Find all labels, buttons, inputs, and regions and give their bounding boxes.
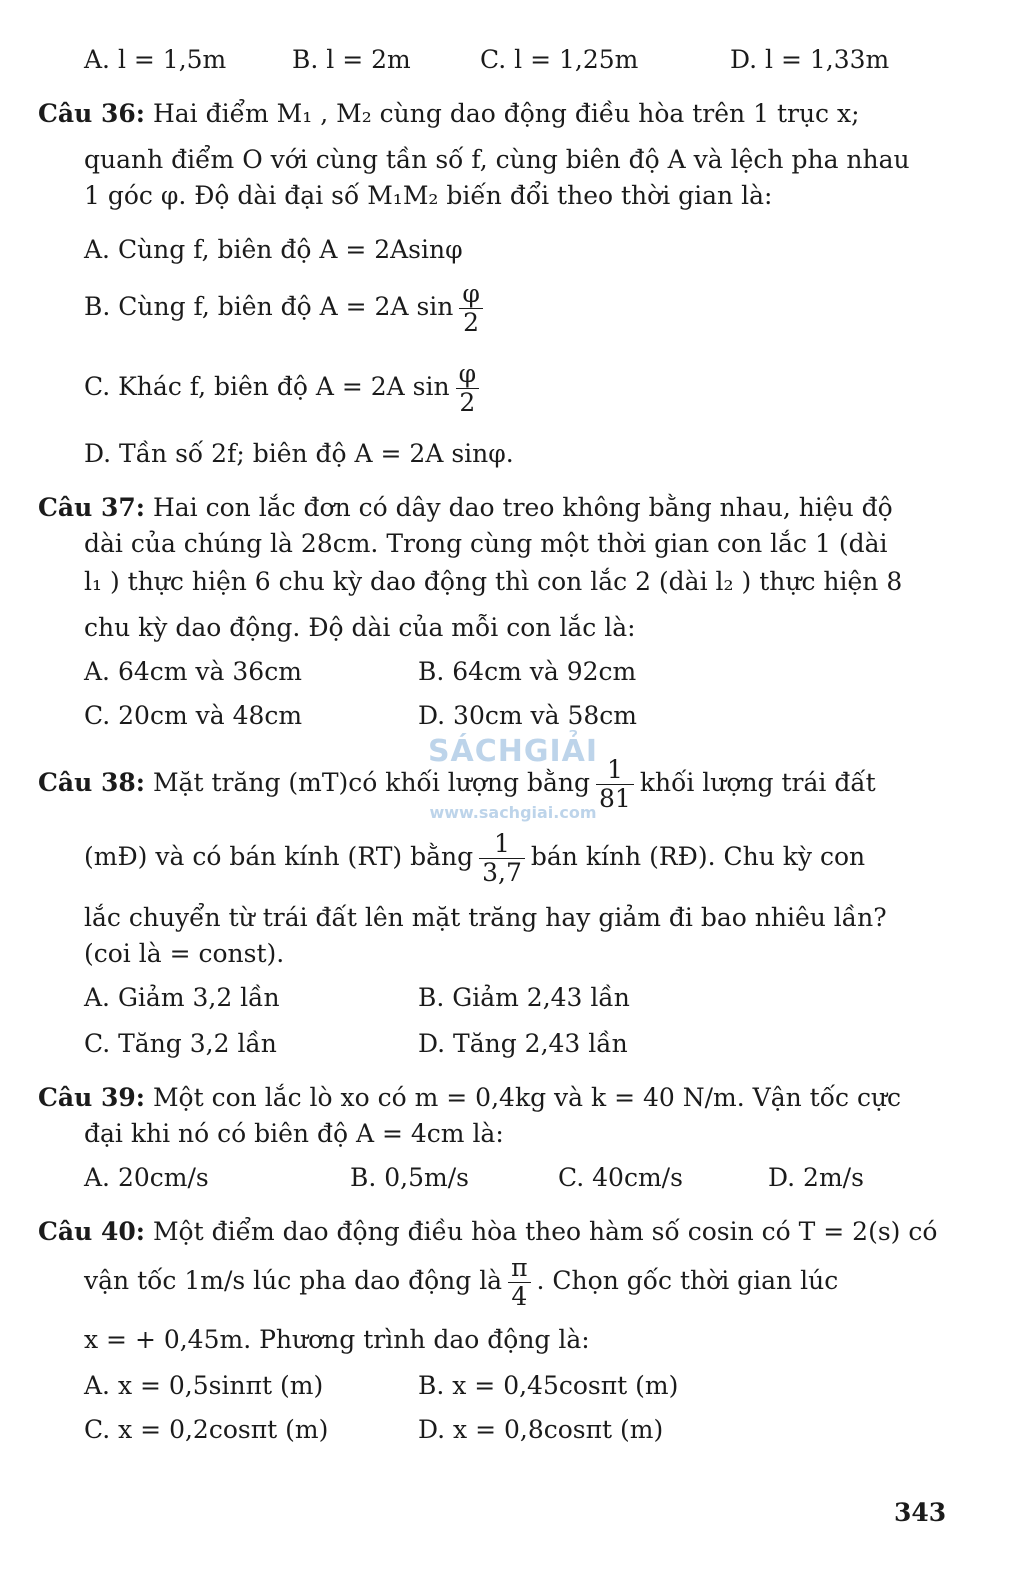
watermark [408,734,618,834]
fraction-numerator: 1 [596,756,634,785]
q40-line-1 [38,1214,940,1250]
q36-text-1: Hai điểm M₁ , M₂ cùng dao động điều hòa trên 1 trục x; [152,99,860,128]
q38-text-4: (coi là = const). [84,939,285,968]
fraction-denominator: 2 [459,388,476,417]
q39-label: Câu 39: [38,1083,145,1112]
q37-label: Câu 37: [38,493,145,522]
q35-option-c: C. l = 1,25m [480,45,639,74]
q35-option-b: B. l = 2m [292,45,411,74]
q38-option-d: D. Tăng 2,43 lần [418,1029,628,1058]
fraction-denominator: 2 [463,308,480,337]
q39-option-c: C. 40cm/s [558,1163,683,1192]
q40-option-c: C. x = 0,2cosπt (m) [84,1415,329,1444]
q40-option-b: B. x = 0,45cosπt (m) [418,1371,679,1400]
phi-over-2-fraction [459,280,483,337]
watermark-logo: SÁCHGIẢI [427,734,599,769]
q36-option-b [84,280,489,337]
q38-text-3: lắc chuyển từ trái đất lên mặt trăng hay giảm đi bao nhiêu lần? [84,903,887,932]
q36-label: Câu 36: [38,99,145,128]
q38-text-1b: khối lượng trái đất [639,768,876,797]
q36-option-a: A. Cùng f, biên độ A = 2Asinφ [84,235,463,264]
pi-over-4-fraction [508,1254,530,1311]
q35-option-a: A. l = 1,5m [84,45,227,74]
q36-option-b-text: B. Cùng f, biên độ A = 2A sin [84,292,454,321]
q37-option-b: B. 64cm và 92cm [418,657,637,686]
q40-option-d: D. x = 0,8cosπt (m) [418,1415,664,1444]
fraction-denominator: 4 [511,1282,528,1311]
q37-option-d: D. 30cm và 58cm [418,701,638,730]
q38-option-b: B. Giảm 2,43 lần [418,983,630,1012]
q38-text-2b: bán kính (RĐ). Chu kỳ con [530,842,866,871]
q35-option-d: D. l = 1,33m [730,45,890,74]
q37-text-4: chu kỳ dao động. Độ dài của mỗi con lắc là: [84,613,636,642]
q40-line-2 [84,1254,940,1311]
q36-option-d: D. Tần số 2f; biên độ A = 2A sinφ. [84,439,514,468]
fraction-denominator: 81 [599,784,631,813]
q40-text-3: x = + 0,45m. Phương trình dao động là: [84,1325,590,1354]
q36-option-c-text: C. Khác f, biên độ A = 2A sin [84,372,450,401]
q37-text-1: Hai con lắc đơn có dây dao treo không bằng nhau, hiệu độ [152,493,893,522]
one-over-3-7-fraction [479,830,525,887]
q38-line-2 [84,830,940,887]
q40-label: Câu 40: [38,1217,145,1246]
q36-line-1 [38,96,940,132]
q36-option-c [84,360,485,417]
q39-text-1: Một con lắc lò xo có m = 0,4kg và k = 40 N/m. Vận tốc cực [152,1083,902,1112]
q40-option-a: A. x = 0,5sinπt (m) [84,1371,324,1400]
q38-option-c: C. Tăng 3,2 lần [84,1029,277,1058]
q39-option-d: D. 2m/s [768,1163,864,1192]
watermark-url: www.sachgiai.com [429,803,597,822]
q37-option-c: C. 20cm và 48cm [84,701,303,730]
fraction-numerator: π [508,1254,530,1283]
fraction-numerator: 1 [479,830,525,859]
q39-option-a: A. 20cm/s [84,1163,209,1192]
q38-option-a: A. Giảm 3,2 lần [84,983,280,1012]
q40-text-1: Một điểm dao động điều hòa theo hàm số cosin có T = 2(s) có [152,1217,938,1246]
fraction-numerator: φ [456,360,480,389]
q37-line-1 [38,490,940,526]
q40-text-2a: vận tốc 1m/s lúc pha dao động là [84,1266,503,1295]
q36-text-3: 1 góc φ. Độ dài đại số M₁M₂ biến đổi theo thời gian là: [84,181,773,210]
fraction-numerator: φ [459,280,483,309]
q39-line-1 [38,1080,940,1116]
fraction-denominator: 3,7 [482,858,522,887]
phi-over-2-fraction [456,360,480,417]
q40-text-2b: . Chọn gốc thời gian lúc [536,1266,839,1295]
q38-label: Câu 38: [38,768,145,797]
q36-text-2: quanh điểm O với cùng tần số f, cùng biên độ A và lệch pha nhau [84,145,910,174]
q37-option-a: A. 64cm và 36cm [84,657,302,686]
q37-text-2: dài của chúng là 28cm. Trong cùng một thời gian con lắc 1 (dài [84,529,888,558]
q38-text-2a: (mĐ) và có bán kính (RT) bằng [84,842,474,871]
q39-option-b: B. 0,5m/s [350,1163,469,1192]
page-number: 343 [894,1498,947,1527]
q37-text-3: l₁ ) thực hiện 6 chu kỳ dao động thì con lắc 2 (dài l₂ ) thực hiện 8 [84,567,903,596]
q38-text-1a: Mặt trăng (mT)có khối lượng bằng [152,768,590,797]
q39-text-2: đại khi nó có biên độ A = 4cm là: [84,1119,504,1148]
